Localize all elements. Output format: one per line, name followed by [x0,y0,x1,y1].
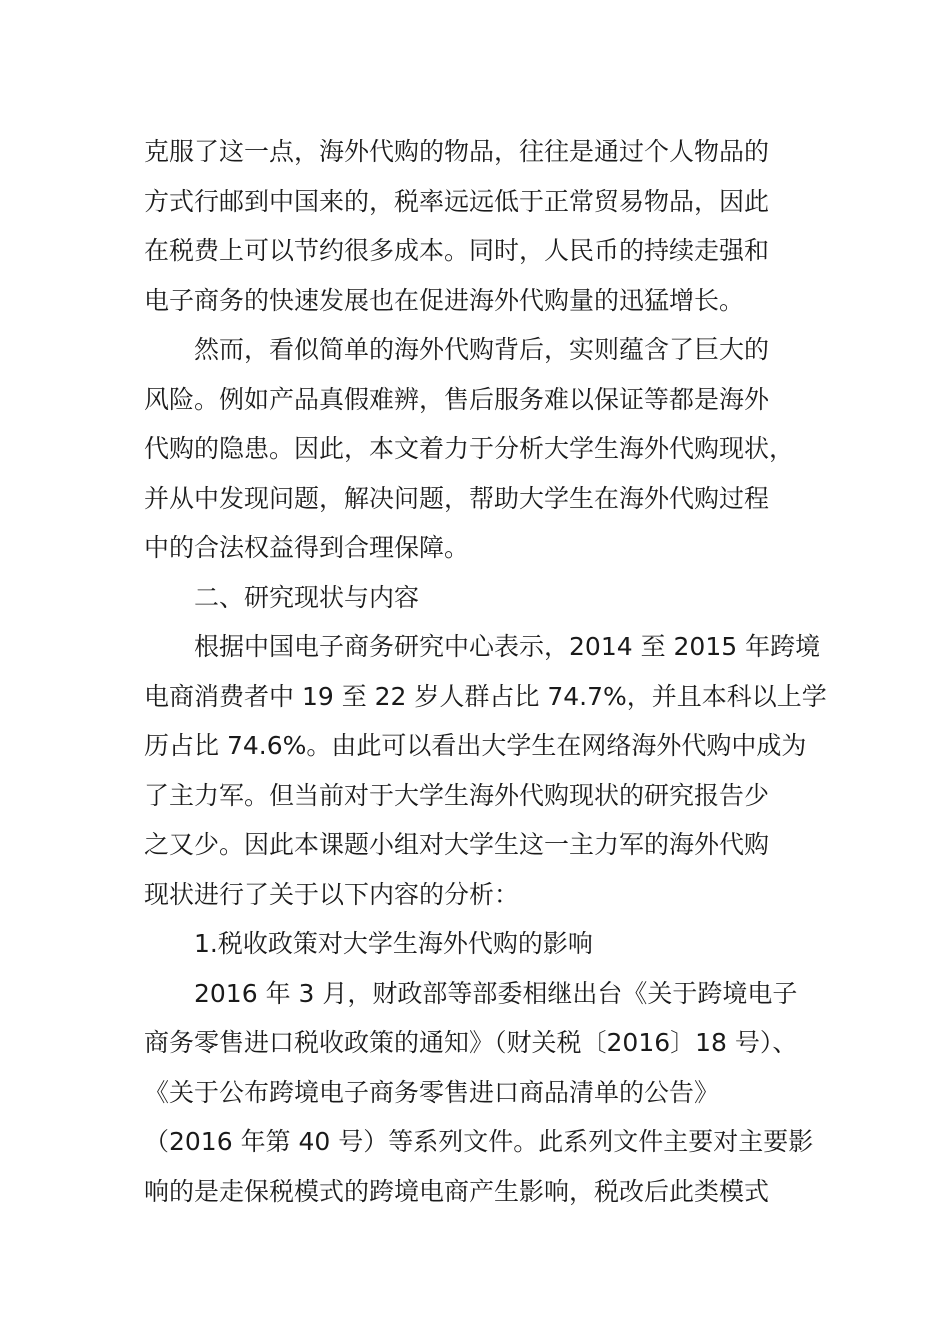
text-line: 电商消费者中 19 至 22 岁人群占比 74.7%，并且本科以上学 [144,681,827,711]
text-line: 之又少。因此本课题小组对大学生这一主力军的海外代购 [144,830,770,859]
text-line: 历占比 74.6%。由此可以看出大学生在网络海外代购中成为 [144,731,807,760]
text-line: 《关于公布跨境电子商务零售进口商品清单的公告》 [144,1077,720,1107]
text-line: 克服了这一点，海外代购的物品，往往是通过个人物品的 [144,137,770,166]
text-line: 响的是走保税模式的跨境电商产生影响，税改后此类模式 [144,1176,770,1206]
text-line: 代购的隐患。因此，本文着力于分析大学生海外代购现状， [144,434,795,463]
text-line: 然而，看似简单的海外代购背后，实则蕴含了巨大的 [194,335,770,364]
text-line: 现状进行了关于以下内容的分析： [144,879,520,909]
text-line: 方式行邮到中国来的，税率远远低于正常贸易物品，因此 [144,186,770,216]
text-line: 中的合法权益得到合理保障。 [144,533,470,562]
text-line: 了主力军。但当前对于大学生海外代购现状的研究报告少 [144,780,770,810]
text-line: 商务零售进口税收政策的通知》（财关税〔2016〕18 号）、 [144,1028,798,1057]
text-line: 风险。例如产品真假难辨，售后服务难以保证等都是海外 [144,384,770,414]
text-line: 在税费上可以节约很多成本。同时，人民币的持续走强和 [144,236,770,265]
subsection-heading: 1.税收政策对大学生海外代购的影响 [194,929,593,958]
text-line: 电子商务的快速发展也在促进海外代购量的迅猛增长。 [144,285,745,315]
text-line: （2016 年第 40 号）等系列文件。此系列文件主要对主要影 [144,1127,814,1156]
text-line: 2016 年 3 月，财政部等部委相继出台《关于跨境电子 [194,978,798,1008]
text-line: 根据中国电子商务研究中心表示，2014 至 2015 年跨境 [194,632,821,661]
section-heading: 二、研究现状与内容 [194,582,420,612]
text-line: 并从中发现问题，解决问题，帮助大学生在海外代购过程 [144,483,770,513]
body-text [144,127,827,1216]
